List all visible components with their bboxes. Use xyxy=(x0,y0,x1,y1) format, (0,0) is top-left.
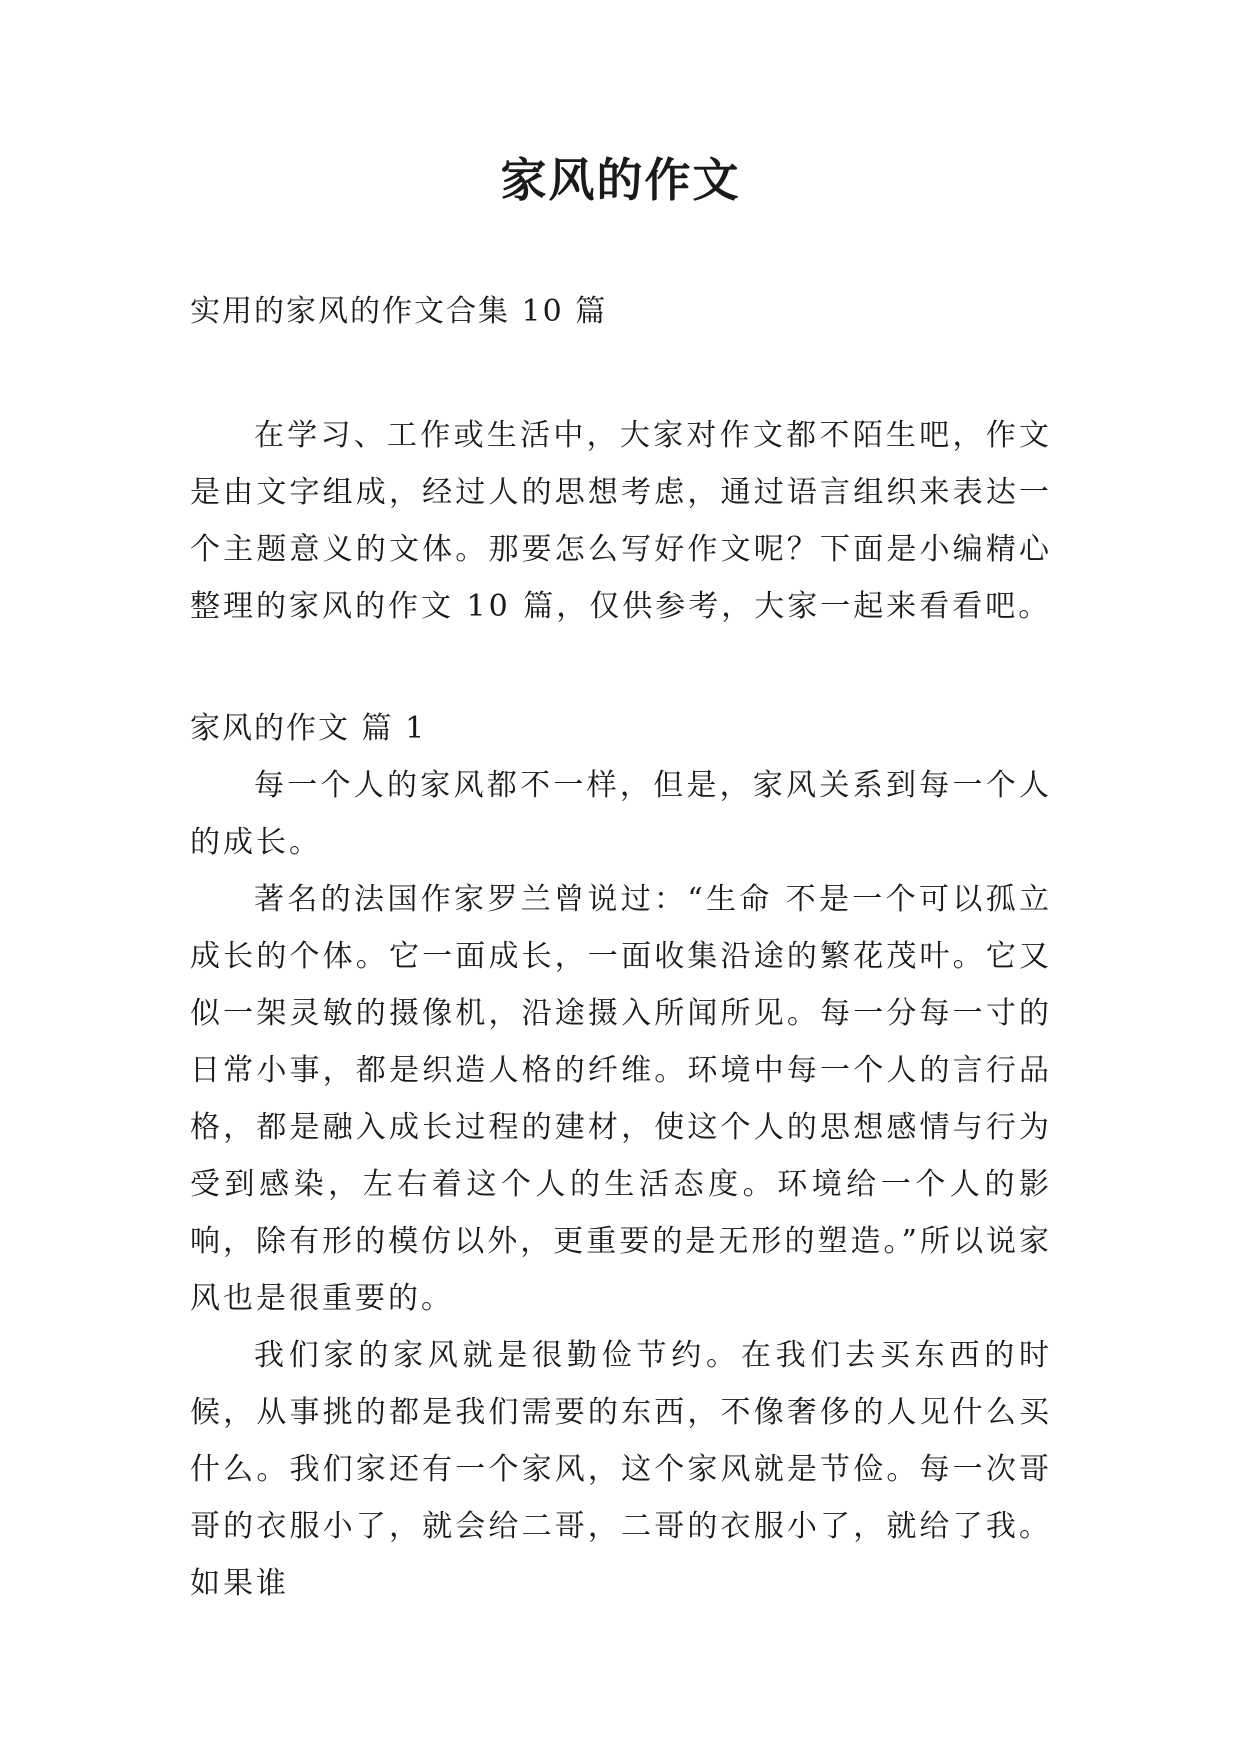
article-heading: 家风的作文 篇 1 xyxy=(190,711,427,746)
intro-paragraph: 在学习、工作或生活中，大家对作文都不陌生吧，作文是由文字组成，经过人的思想考虑，通过语言组织来表达一个主题意义的文体。那要怎么写好作文呢？下面是小编精心整理的家风的作文 10 篇，仅供参考，大家一起来看看吧。 xyxy=(190,418,1052,624)
document-subtitle: 实用的家风的作文合集 10 篇 xyxy=(190,294,608,329)
article-paragraph-1: 每一个人的家风都不一样，但是，家风关系到每一个人的成长。 xyxy=(190,768,1052,860)
document-title: 家风的作文 xyxy=(500,153,741,207)
article-1 xyxy=(190,700,1052,1612)
article-paragraph-2: 著名的法国作家罗兰曾说过：“生命 不是一个可以孤立成长的个体。它一面成长，一面收集沿途的繁花茂叶。它又似一架灵敏的摄像机，沿途摄入所闻所见。每一分每一寸的日常小事，都是织造人格的纤维。环境中每一个人的言行品格，都是融入成长过程的建材，使这个人的思想感情与行为受到感染，左右着这个人的生活态度。环境给一个人的影响，除有形的模仿以外，更重要的是无形的塑造。”所以说家风也是很重要的。 xyxy=(190,882,1052,1316)
article-paragraph-3: 我们家的家风就是很勤俭节约。在我们去买东西的时候，从事挑的都是我们需要的东西，不像奢侈的人见什么买什么。我们家还有一个家风，这个家风就是节俭。每一次哥哥的衣服小了，就会给二哥，二哥的衣服小了，就给了我。如果谁 xyxy=(190,1338,1052,1601)
